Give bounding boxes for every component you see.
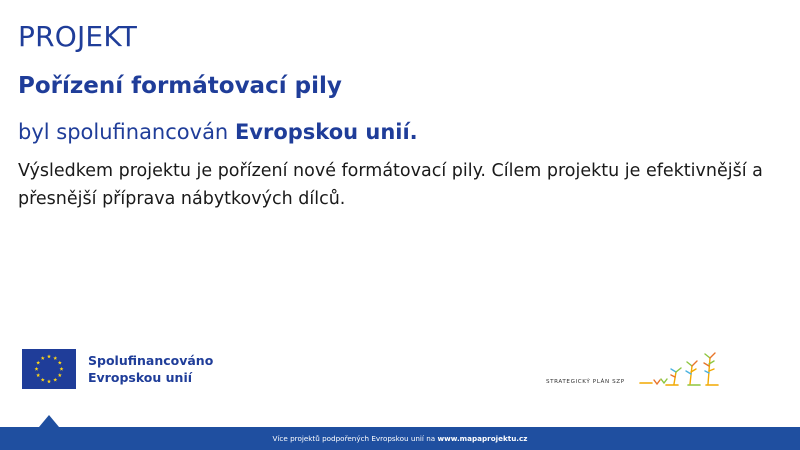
eu-logo-line1: Spolufinancováno [88, 353, 214, 368]
eu-star-icon [35, 367, 39, 371]
eu-star-icon [41, 356, 45, 360]
eu-cofinancing-logo [22, 349, 213, 389]
strategic-plan-logo [546, 350, 736, 392]
eu-flag-icon [22, 349, 76, 389]
eu-star-icon [36, 361, 40, 365]
footer-prefix: Více projektů podpořených Evropskou unií na [272, 434, 436, 443]
eu-logo-caption [88, 352, 213, 386]
cofinancing-emphasis: Evropskou unií. [234, 120, 418, 144]
eu-star-icon [60, 367, 64, 371]
eu-logo-line2: Evropskou unií [88, 370, 193, 385]
eu-star-icon [53, 356, 57, 360]
eu-stars [22, 349, 76, 389]
eu-star-icon [53, 378, 57, 382]
eu-star-icon [36, 373, 40, 377]
eu-star-icon [47, 354, 51, 358]
footer-text [0, 427, 800, 450]
project-description: Výsledkem projektu je pořízení nové formátovací pily. Cílem projektu je efektivnější a přesnější příprava nábytkových dílců. [18, 161, 763, 209]
cofinancing-statement [18, 117, 418, 147]
eu-star-icon [41, 378, 45, 382]
strategic-plan-text: STRATEGICKÝ PLÁN SZP [546, 379, 625, 385]
project-title: Pořízení formátovací pily [18, 73, 342, 99]
strategic-plan-sprouts-icon [638, 350, 732, 392]
eu-star-icon [58, 373, 62, 377]
eu-star-icon [58, 361, 62, 365]
footer-link[interactable]: www.mapaprojektu.cz [437, 434, 528, 443]
cofinancing-prefix: byl spolufinancován [18, 120, 229, 144]
heading: PROJEKT [18, 20, 138, 53]
footer-notch [39, 415, 59, 427]
eu-star-icon [47, 379, 51, 383]
